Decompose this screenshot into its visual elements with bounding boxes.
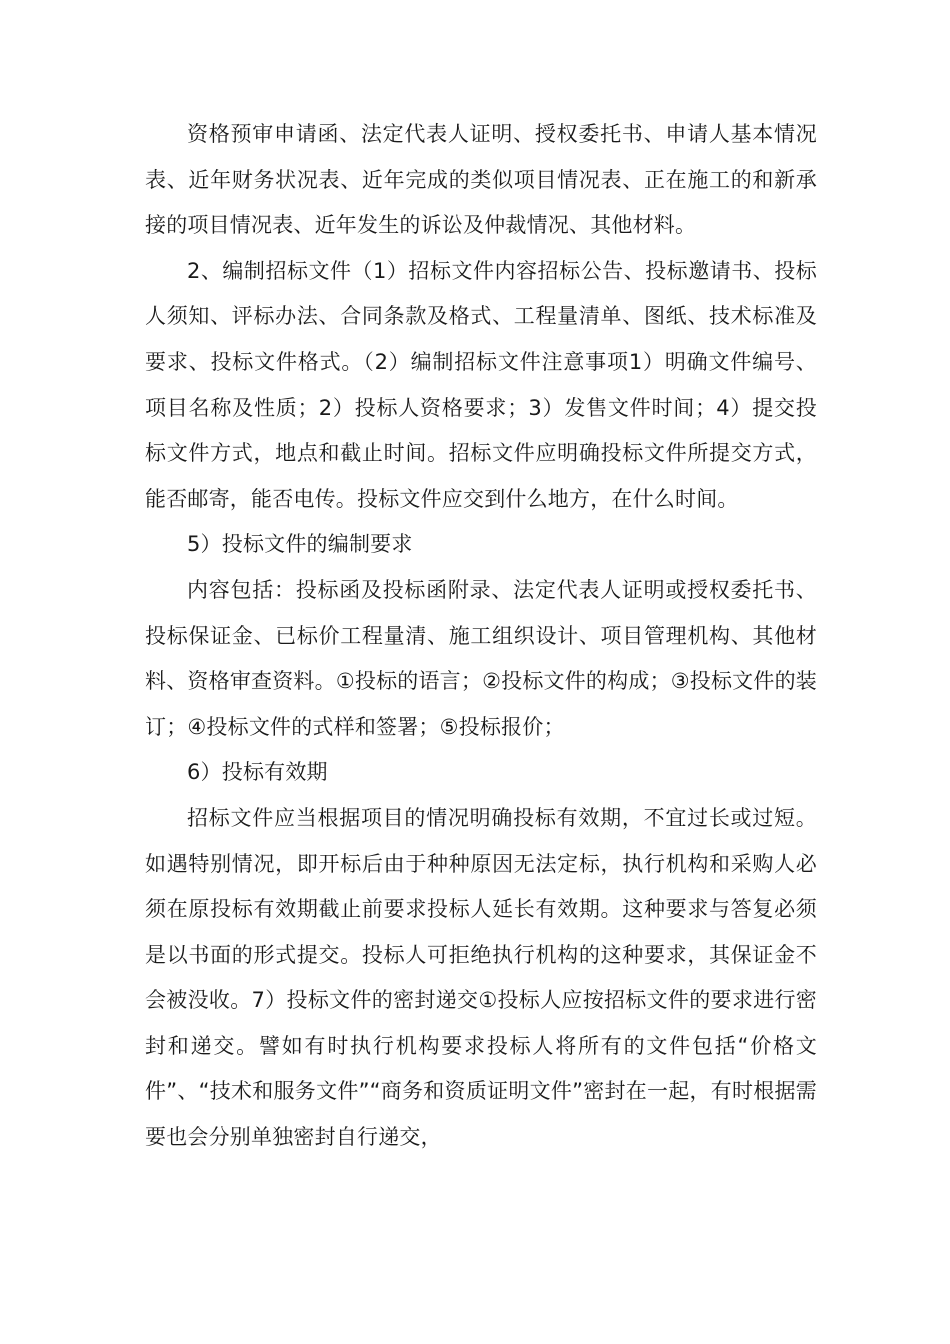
paragraph-bid-validity: 招标文件应当根据项目的情况明确投标有效期，不宜过长或过短。如遇特别情况，即开标后由于种种原因无法定标，执行机构和采购人必须在原投标有效期截止前要求投标人延长有效期。这种要求与答复必须是以书面的形式提交。投标人可拒绝执行机构的这种要求，其保证金不会被没收。7）投标文件的密封递交①投标人应按招标文件的要求进行密封和递交。譬如有时执行机构要求投标人将所有的文件包括“价格文件”、“技术和服务文件”“商务和资质证明文件”密封在一起，有时根据需要也会分别单独密封自行递交， (145, 805, 817, 1150)
document-body (145, 112, 817, 1161)
heading-bid-validity: 6）投标有效期 (187, 760, 328, 785)
paragraph-qualification-materials: 资格预审申请函、法定代表人证明、授权委托书、申请人基本情况表、近年财务状况表、近年完成的类似项目情况表、正在施工的和新承接的项目情况表、近年发生的诉讼及仲裁情况、其他材料。 (145, 122, 817, 238)
heading-bid-preparation-requirements: 5）投标文件的编制要求 (187, 532, 413, 557)
paragraph-tender-documents: 2、编制招标文件（1）招标文件内容招标公告、投标邀请书、投标人须知、评标办法、合同条款及格式、工程量清单、图纸、技术标准及要求、投标文件格式。（2）编制招标文件注意事项1）明确文件编号、项目名称及性质；2）投标人资格要求；3）发售文件时间；4）提交投标文件方式，地点和截止时间。招标文件应明确投标文件所提交方式，能否邮寄，能否电传。投标文件应交到什么地方，在什么时间。 (145, 258, 817, 511)
paragraph-bid-contents: 内容包括：投标函及投标函附录、法定代表人证明或授权委托书、投标保证金、已标价工程量清、施工组织设计、项目管理机构、其他材料、资格审查资料。①投标的语言；②投标文件的构成；③投标文件的装订；④投标文件的式样和签署；⑤投标报价； (145, 577, 817, 739)
